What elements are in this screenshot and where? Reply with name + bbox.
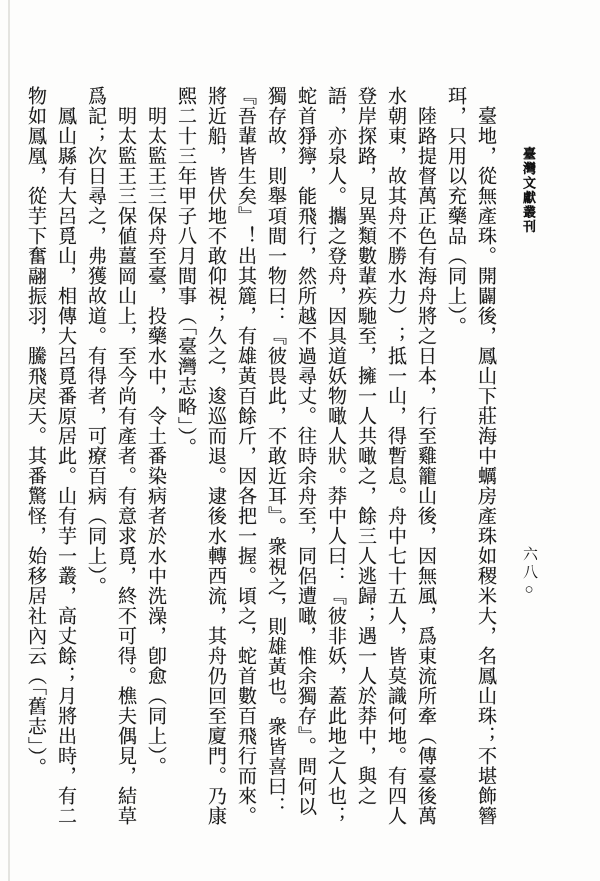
running-head-series-title: 臺灣文獻叢刊 bbox=[521, 147, 536, 234]
paragraph-pearls: 臺地，從無產珠。開闢後，鳳山下莊海中蠣房產珠如稷米大，名鳳山珠；不堪飾簪珥，只用以充藥品（同上）。 bbox=[445, 86, 496, 826]
paragraph-fengshan-phoenix: 鳳山縣有大呂覓山，相傳大呂覓番原居此。山有芋一叢，高丈餘；月將出時，有二物如鳳凰，從芋下奮翮振羽，騰飛戾天。其番驚怪，始移居社內云（「舊志」）。 bbox=[25, 86, 76, 826]
paragraph-wan-zhengse-island: 陸路提督萬正色有海舟將之日本，行至雞籠山後，因無風，爲東流所牽（傳臺後萬水朝東，故其舟不勝水力）；抵一山，得暫息。舟中七十五人，皆莫識何地。有四人登岸探路，見異類數輩疾馳至，擁一人共噉之，餘三人逃歸；遇一人於莽中，與之語，亦泉人。攜之登舟，因具道妖物噉人狀。莽中人曰：『彼非妖，蓋此地之人也；蛇首猙獰，能飛行，然所越不過尋丈。往時余舟至，同侶遭噉，惟余獨存』。問何以獨存故，則舉項間一物曰：『彼畏此，不敢近耳』。衆視之，則雄黃也。衆皆喜曰：『吾輩皆生矣』！出其簏，有雄黃百餘斤，因各把一握。頃之，蛇首數百飛行而來。將近船，皆伏地不敢仰視；久之，逡巡而退。逮後水轉西流，其舟仍回至廈門。乃康熙二十三年甲子八月間事（「臺灣志略」）。 bbox=[175, 86, 436, 826]
page-number: 六八○ bbox=[521, 546, 537, 601]
paragraph-wang-sanbao-ginger: 明太監王三保値薑岡山上，至今尚有產者。有意求覓，終不可得。樵夫偶見，結草爲記；次日尋之，弗獲故道。有得者，可療百病（同上）。 bbox=[85, 86, 136, 826]
main-text-block bbox=[20, 86, 500, 834]
paragraph-wang-sanbao-medicine: 明太監王三保舟至臺，投藥水中，令土番染病者於水中洗澡，卽愈（同上）。 bbox=[145, 105, 166, 777]
page-left-crease bbox=[8, 0, 10, 881]
